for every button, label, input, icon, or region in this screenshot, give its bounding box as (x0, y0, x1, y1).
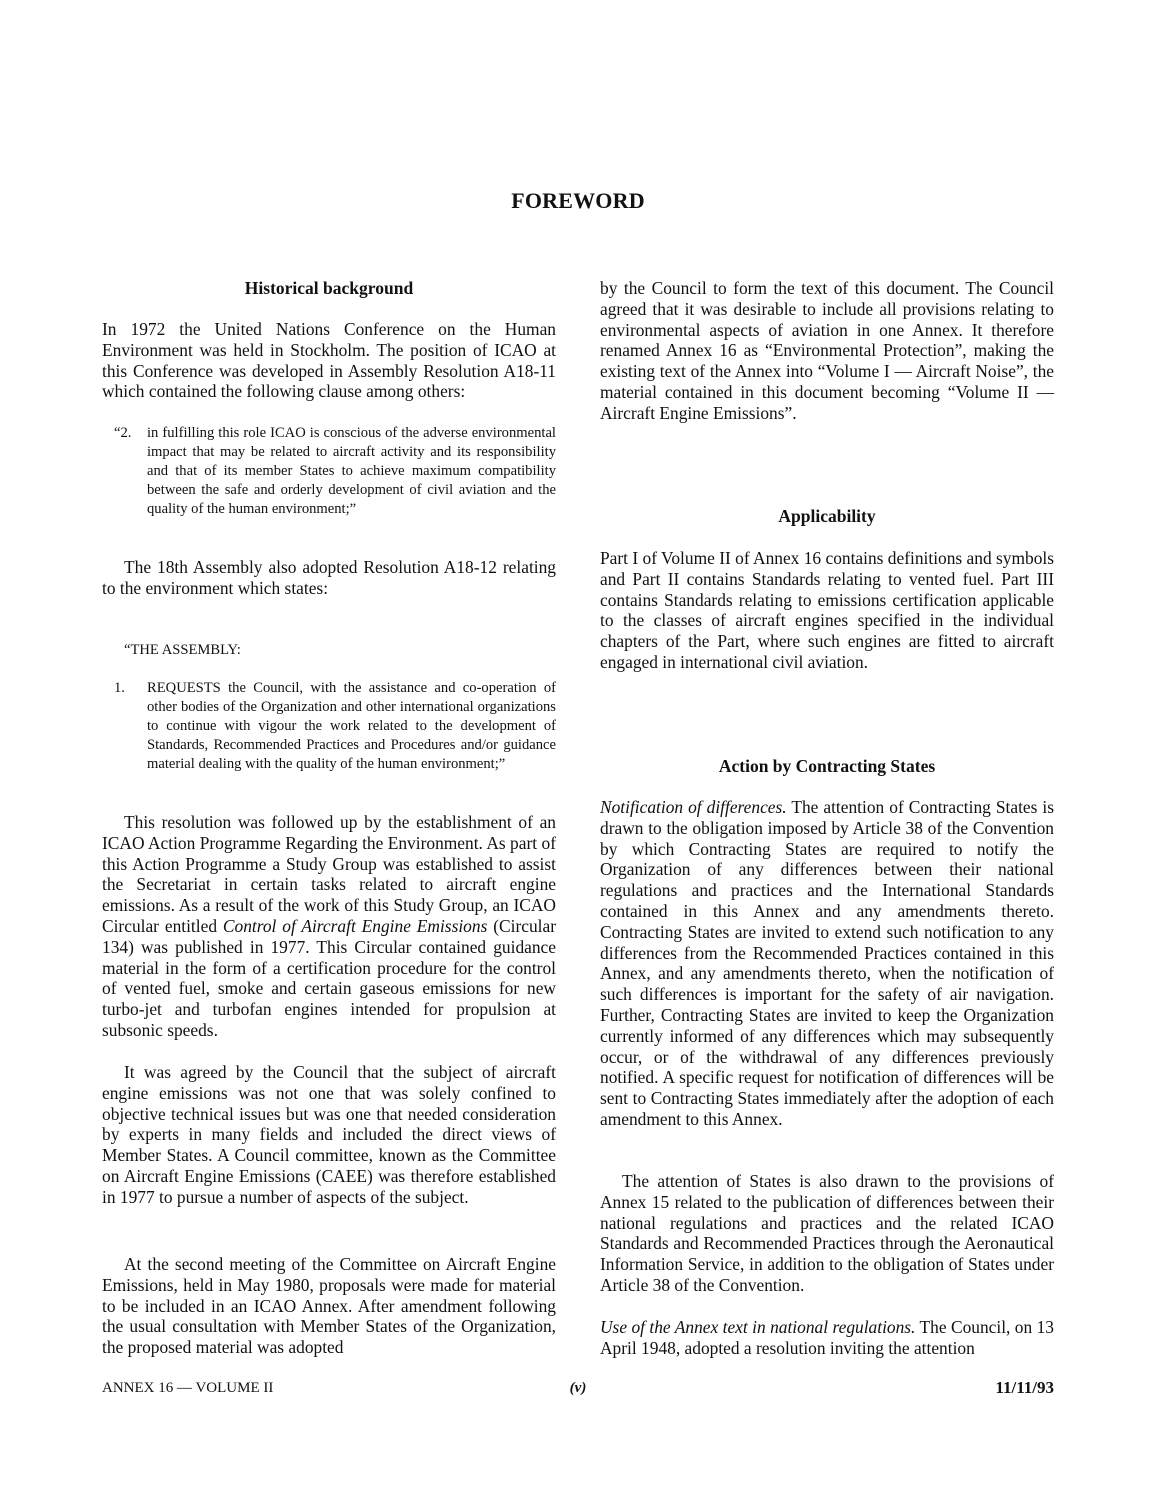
paragraph-applicability: Part I of Volume II of Annex 16 contains definitions and symbols and Part II contains Standards relating to vented fuel. Part III contains Standards relating to emissions certification applicable to the classes of aircraft engines specified in the individual chapters of the Part, where such engines are fitted to aircraft engaged in international civil aviation. (600, 548, 1054, 672)
paragraph-use-of-annex-text (600, 1317, 1054, 1359)
paragraph-action-programme (102, 812, 556, 1041)
quote-text: in fulfilling this role ICAO is conscious of the adverse environmental impact that may be related to aircraft activity and its responsibility and that of its member States to achieve maximum compatibility between the safe and orderly development of civil aviation and the quality of the human environment;” (147, 425, 556, 517)
section-heading-historical-background: Historical background (244, 278, 414, 298)
quote-text: REQUESTS the Council, with the assistance and co-operation of other bodies of the Organization and other international organizations to continue with vigour the work related to the development of Standards, Recommended Practices and Procedures and/or guidance material dealing with the quality of the human environment;” (147, 680, 556, 772)
paragraph-council-continuation: by the Council to form the text of this document. The Council agreed that it was desirable to include all provisions relating to environmental aspects of aviation in one Annex. It therefore renamed Annex 16 as “Environmental Protection”, making the existing text of the Annex into “Volume I — Aircraft Noise”, the material contained in this document becoming “Volume II — Aircraft Engine Emissions”. (600, 278, 1054, 423)
section-heading-applicability: Applicability (778, 506, 876, 526)
section-heading-action-by-contracting-states: Action by Contracting States (718, 756, 936, 776)
text-run: The attention of Contracting States is drawn to the obligation imposed by Article 38 of the Convention by which Contracting States are required to notify the Organization of any differences between their national regulations and practices and the International Standards contained in this Annex and any amendments thereto. Contracting States are invited to extend such notification to any differences from the Recommended Practices contained in this Annex, and any amendments thereto, when the notification of such differences is important for the safety of air navigation. Further, Contracting States are invited to keep the Organization currently informed of any differences which may subsequently occur, or of the withdrawal of any differences previously notified. A specific request for notification of differences will be sent to Contracting States immediately after the adoption of each amendment to this Annex. (600, 797, 1055, 1129)
page-title: FOREWORD (511, 188, 645, 213)
text-run: This resolution was followed up by the establishment of an ICAO Action Programme Regarding the Environment. As part of this Action Programme a Study Group was established to assist the Secretariat in certain tasks related to aircraft engine emissions. As a result of the work of this Study Group, an ICAO Circular entitled (102, 812, 556, 936)
footer-document-id: ANNEX 16 — VOLUME II (102, 1380, 274, 1396)
text-run: The Council, on 13 April 1948, adopted a resolution inviting the attention (600, 1317, 1054, 1358)
italic-lead: Notification of differences. (600, 797, 787, 817)
quote-number: 1. (114, 680, 125, 696)
paragraph-notification-of-differences (600, 797, 1054, 1130)
text-run: (Circular 134) was published in 1977. This Circular contained guidance material in the form of a certification procedure for the control of vented fuel, smoke and certain gaseous emissions for new turbo-jet and turbofan engines intended for propulsion at subsonic speeds. (102, 915, 556, 1040)
quote-heading-the-assembly: “THE ASSEMBLY: (124, 642, 241, 658)
paragraph-annex-15: The attention of States is also drawn to the provisions of Annex 15 related to the publication of differences between their national regulations and practices and the related ICAO Standards and Recommended Practices through the Aeronautical Information Service, in addition to the obligation of States under Article 38 of the Convention. (600, 1171, 1054, 1295)
italic-lead: Use of the Annex text in national regulations. (600, 1317, 916, 1337)
quote-number: “2. (114, 425, 132, 441)
footer-page-number: (v) (569, 1380, 587, 1396)
paragraph-caee: It was agreed by the Council that the subject of aircraft engine emissions was not one that was solely confined to objective technical issues but was one that needed consideration by experts in many fields and included the direct views of Member States. A Council committee, known as the Committee on Aircraft Engine Emissions (CAEE) was therefore established in 1977 to pursue a number of aspects of the subject. (102, 1062, 556, 1207)
footer-date: 11/11/93 (995, 1378, 1054, 1397)
paragraph-second-meeting: At the second meeting of the Committee on Aircraft Engine Emissions, held in May 1980, proposals were made for material to be included in an ICAO Annex. After amendment following the usual consultation with Member States of the Organization, the proposed material was adopted (102, 1254, 556, 1358)
paragraph-resolution-a18-12: The 18th Assembly also adopted Resolution A18-12 relating to the environment which states: (102, 557, 556, 598)
paragraph-stockholm-conference: In 1972 the United Nations Conference on the Human Environment was held in Stockholm. The position of ICAO at this Conference was developed in Assembly Resolution A18-11 which contained the following clause among others: (102, 319, 556, 402)
publication-title: Control of Aircraft Engine Emissions (222, 915, 488, 936)
quote-clause-2 (102, 424, 556, 519)
quote-clause-1 (102, 679, 556, 774)
